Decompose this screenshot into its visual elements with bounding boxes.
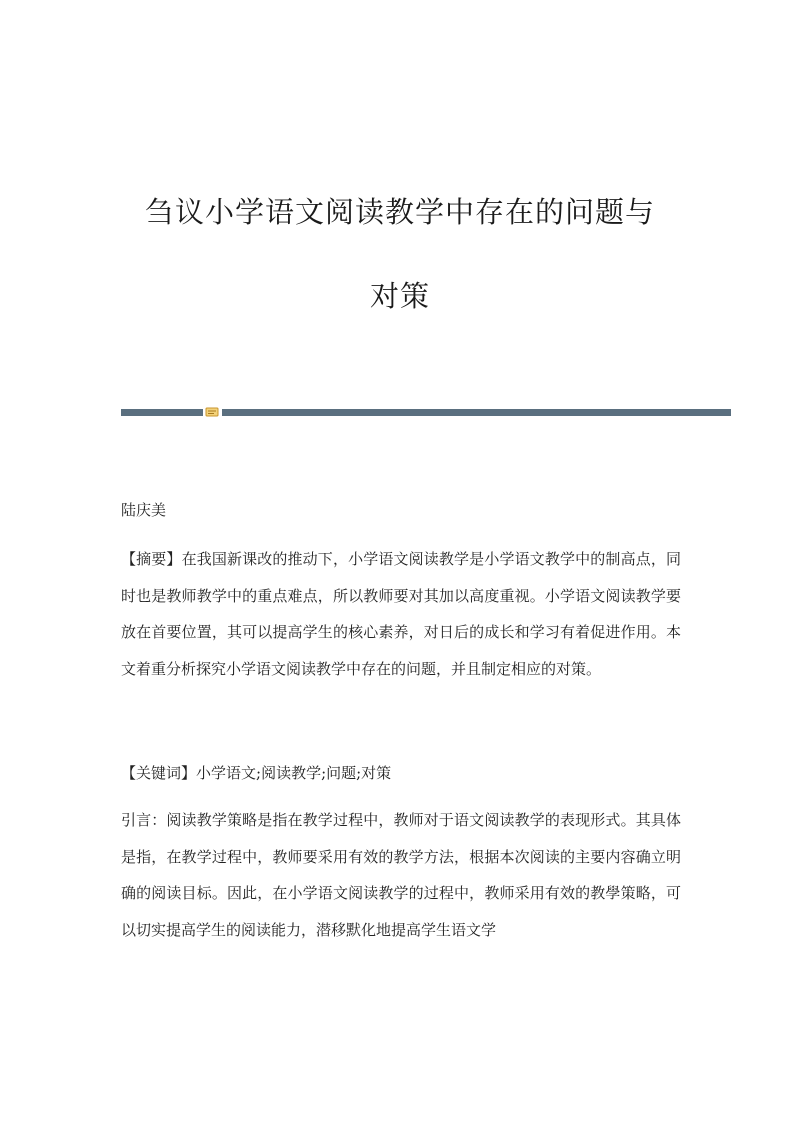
intro-block	[121, 802, 681, 949]
abstract-label: 【摘要】	[121, 550, 182, 568]
keywords-text: 小学语文;阅读教学;问题;对策	[196, 764, 392, 782]
divider-right	[222, 409, 731, 416]
keywords-block	[121, 755, 681, 792]
title-line-2: 对策	[369, 279, 430, 313]
abstract-text: 在我国新课改的推动下，小学语文阅读教学是小学语文教学中的制高点，同时也是教师教学中的重点难点，所以教师要对其加以高度重视。小学语文阅读教学要放在首要位置，其可以提高学生的核心素养，对日后的成长和学习有着促进作用。本文着重分析探究小学语文阅读教学中存在的问题，并且制定相应的对策。	[121, 550, 681, 679]
keywords-label: 【关键词】	[121, 764, 197, 782]
author-name: 陆庆美	[121, 501, 167, 519]
abstract-block	[121, 541, 681, 688]
author-block	[121, 492, 681, 529]
divider-left	[121, 409, 203, 416]
divider-ornament-icon	[205, 407, 219, 417]
title-line-1: 刍议小学语文阅读教学中存在的问题与	[144, 195, 655, 229]
intro-text: 引言：阅读教学策略是指在教学过程中，教师对于语文阅读教学的表现形式。其具体是指，在教学过程中，教师要采用有效的教学方法，根据本次阅读的主要内容确立明确的阅读目标。因此，在小学语文阅读教学的过程中，教师采用有效的教學策略，可以切实提高学生的阅读能力，潜移默化地提高学生语文学	[121, 811, 681, 940]
